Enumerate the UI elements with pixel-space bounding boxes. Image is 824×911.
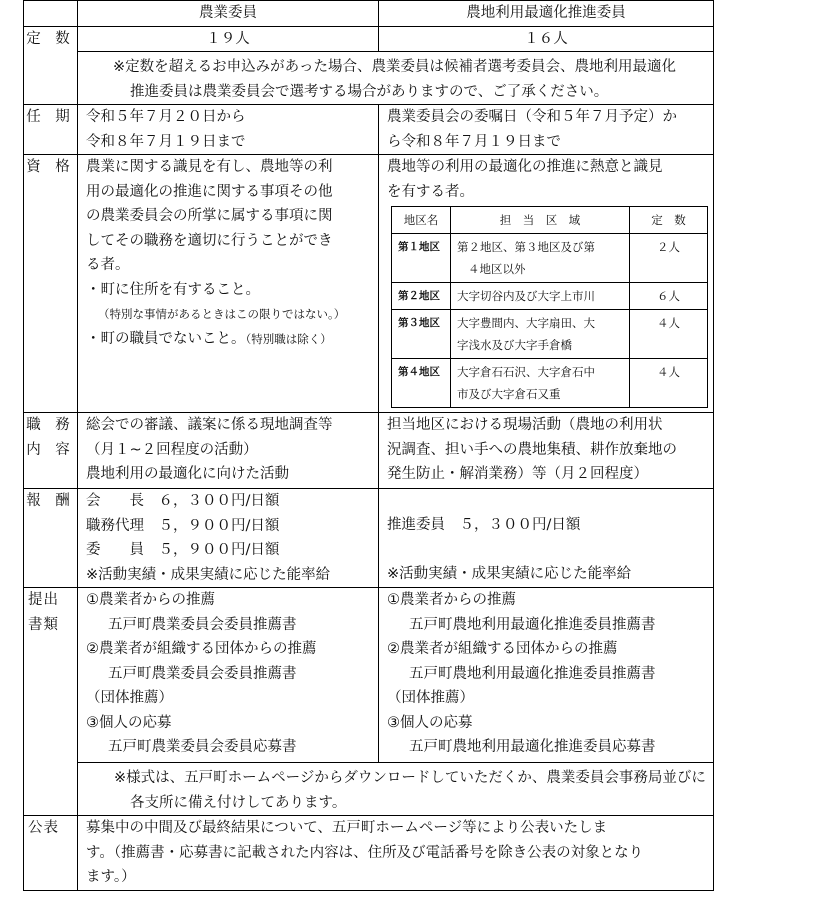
district-header-quota: 定 数 [630,207,708,234]
compensation-deputy: 職務代理 ５，９００円/日額 [86,517,280,534]
qualification-row [24,155,714,413]
documents-label-line-1: 提出 [28,592,59,608]
compensation-chair: 会 長 ６，３００円/日額 [86,493,280,509]
duties-agricultural [78,413,379,489]
district-area [451,234,630,283]
quota-promotion: １６人 [379,26,714,52]
qualification-line: してその職務を適切に行うことができ [86,232,333,249]
compensation-promotion [379,489,714,588]
documents-promotion [379,588,714,763]
qualification-promotion [379,155,714,413]
publication-line: 募集中の中間及び最終結果について、五戸町ホームページ等により公表いたしま [86,820,608,836]
district-area-line: 市及び大字倉石又重 [457,387,561,401]
documents-promotion-line: ②農業者が組織する団体からの推薦 [387,641,618,657]
duties-row [24,413,714,489]
documents-promotion-line: （団体推薦） [387,690,474,706]
district-area-line: 大字倉石石沢、大字倉石中 [457,365,595,379]
compensation-promotion-rate: 推進委員 ５，３００円/日額 [387,517,581,533]
publication-label: 公表 [24,816,78,891]
documents-label-line-2: 書類 [28,616,59,633]
district-area-line: 字浅水及び大字手倉橋 [457,338,572,352]
compensation-row [24,489,714,588]
duties-label [24,413,78,489]
qualification-promotion-line: 農地等の利用の最適化の推進に熱意と識見 [387,159,663,175]
term-label: 任 期 [24,105,78,155]
header-promotion-committee: 農地利用最適化推進委員 [379,1,714,27]
documents-label [24,588,78,816]
district-row [392,310,708,359]
district-area-line: ４地区以外 [468,262,526,276]
publication-text [78,816,714,891]
recruitment-table [23,0,714,891]
duties-label-line-2: 内 容 [26,441,75,458]
qualification-promotion-line: を有する者。 [387,183,474,200]
quota-note-line-2: 推進委員は農業委員会で選考する場合がありますので、ご了承ください。 [130,83,609,100]
documents-note-line-1: ※様式は、五戸町ホームページからダウンロードしていただくか、農業委員会事務局並びに [114,770,706,786]
term-promotion-line: ら令和８年７月１９日まで [387,133,561,150]
district-quota: ４人 [630,310,708,359]
district-header-row [392,207,708,234]
district-row [392,234,708,283]
district-area-line: 大字豊間内、大字扇田、大 [457,316,595,330]
compensation-label: 報 酬 [24,489,78,588]
documents-promotion-form-name: 五戸町農地利用最適化推進委員推薦書 [409,665,656,682]
documents-promotion-line: ①農業者からの推薦 [387,592,516,608]
publication-line: ます。） [86,869,136,885]
district-area [451,310,630,359]
duties-line: 農地利用の最適化に向けた活動 [86,466,289,482]
quota-note-row [24,52,714,105]
district-header-name: 地区名 [392,207,451,234]
district-quota: ６人 [630,283,708,310]
quota-row [24,26,714,52]
residency-requirement: ・町に住所を有すること。 [86,281,260,298]
duties-promotion [379,413,714,489]
quota-note-line-1: ※定数を超えるお申込みがあった場合、農業委員は候補者選考委員会、農地利用最適化 [113,59,677,75]
publication-line: す。（推薦書・応募書に記載された内容は、住所及び電話番号を除き公表の対象となり [86,844,644,861]
header-row [24,1,714,27]
compensation-promotion-note: ※活動実績・成果実績に応じた能率給 [387,565,632,582]
term-promotion-line: 農業委員会の委嘱日（令和５年７月予定）か [387,109,677,125]
qualification-line: る者。 [86,257,130,273]
documents-line: （団体推薦） [86,690,173,706]
qualification-line: の農業委員会の所掌に属する事項に関 [86,208,333,224]
documents-line: ②農業者が組織する団体からの推薦 [86,641,317,657]
qualification-agricultural [78,155,379,413]
documents-note-row [24,763,714,816]
documents-line: ③個人の応募 [86,714,172,731]
duties-promotion-line: 況調査、担い手への農地集積、耕作放棄地の [387,441,677,458]
district-name: 第４地区 [392,359,451,408]
duties-label-line-1: 職 務 [26,417,75,433]
district-area-line: 第２地区、第３地区及び第 [457,240,595,254]
documents-promotion-line: ③個人の応募 [387,714,473,731]
qualification-line: 用の最適化の推進に関する事項その他 [86,183,333,200]
duties-promotion-line: 発生防止・解消業務）等（月２回程度） [387,466,648,482]
non-staff-requirement-text: ・町の職員でないこと。 [86,330,246,347]
quota-note [78,52,714,105]
documents-form-name: 五戸町農業委員会委員推薦書 [108,665,297,682]
term-agricultural [78,105,379,155]
header-agricultural-committee: 農業委員 [78,1,379,27]
district-row [392,283,708,310]
documents-form-name: 五戸町農業委員会委員推薦書 [108,616,297,633]
compensation-member: 委 員 ５，９００円/日額 [86,542,280,558]
district-area [451,359,630,408]
district-quota: ４人 [630,359,708,408]
documents-form-name: 五戸町農業委員会委員応募書 [108,739,297,755]
term-row [24,105,714,155]
district-quota: ２人 [630,234,708,283]
documents-promotion-form-name: 五戸町農地利用最適化推進委員推薦書 [409,616,656,633]
documents-note [78,763,714,816]
district-name: 第２地区 [392,283,451,310]
quota-label: 定 数 [24,26,78,105]
documents-note-line-2: 各支所に備え付けしてあります。 [130,794,347,811]
documents-promotion-form-name: 五戸町農地利用最適化推進委員応募書 [409,739,656,755]
qualification-line: 農業に関する識見を有し、農地等の利 [86,159,333,175]
duties-line: （月１~２回程度の活動） [86,441,258,458]
compensation-agricultural [78,489,379,588]
district-area-line: 大字切谷内及び大字上市川 [457,289,595,303]
documents-row [24,588,714,763]
district-name: 第１地区 [392,234,451,283]
term-agricultural-line: 令和８年７月１９日まで [86,133,246,150]
duties-line: 総会での審議、議案に係る現地調査等 [86,417,333,433]
header-blank [24,1,78,27]
district-table [391,206,708,408]
district-row [392,359,708,408]
district-area [451,283,630,310]
compensation-note: ※活動実績・成果実績に応じた能率給 [86,566,331,583]
non-staff-requirement [86,327,378,352]
documents-agricultural [78,588,379,763]
non-staff-exception-note: （特別職は除く） [245,331,332,346]
district-name: 第３地区 [392,310,451,359]
residency-exception-note: （特別な事情があるときはこの限りではない。） [98,307,346,321]
term-agricultural-line: 令和５年７月２０日から [86,109,246,125]
publication-row [24,816,714,891]
qualification-label: 資 格 [24,155,78,413]
term-promotion [379,105,714,155]
district-header-area: 担 当 区 域 [451,207,630,234]
quota-agricultural: １９人 [78,26,379,52]
duties-promotion-line: 担当地区における現場活動（農地の利用状 [387,417,663,433]
documents-line: ①農業者からの推薦 [86,592,215,608]
